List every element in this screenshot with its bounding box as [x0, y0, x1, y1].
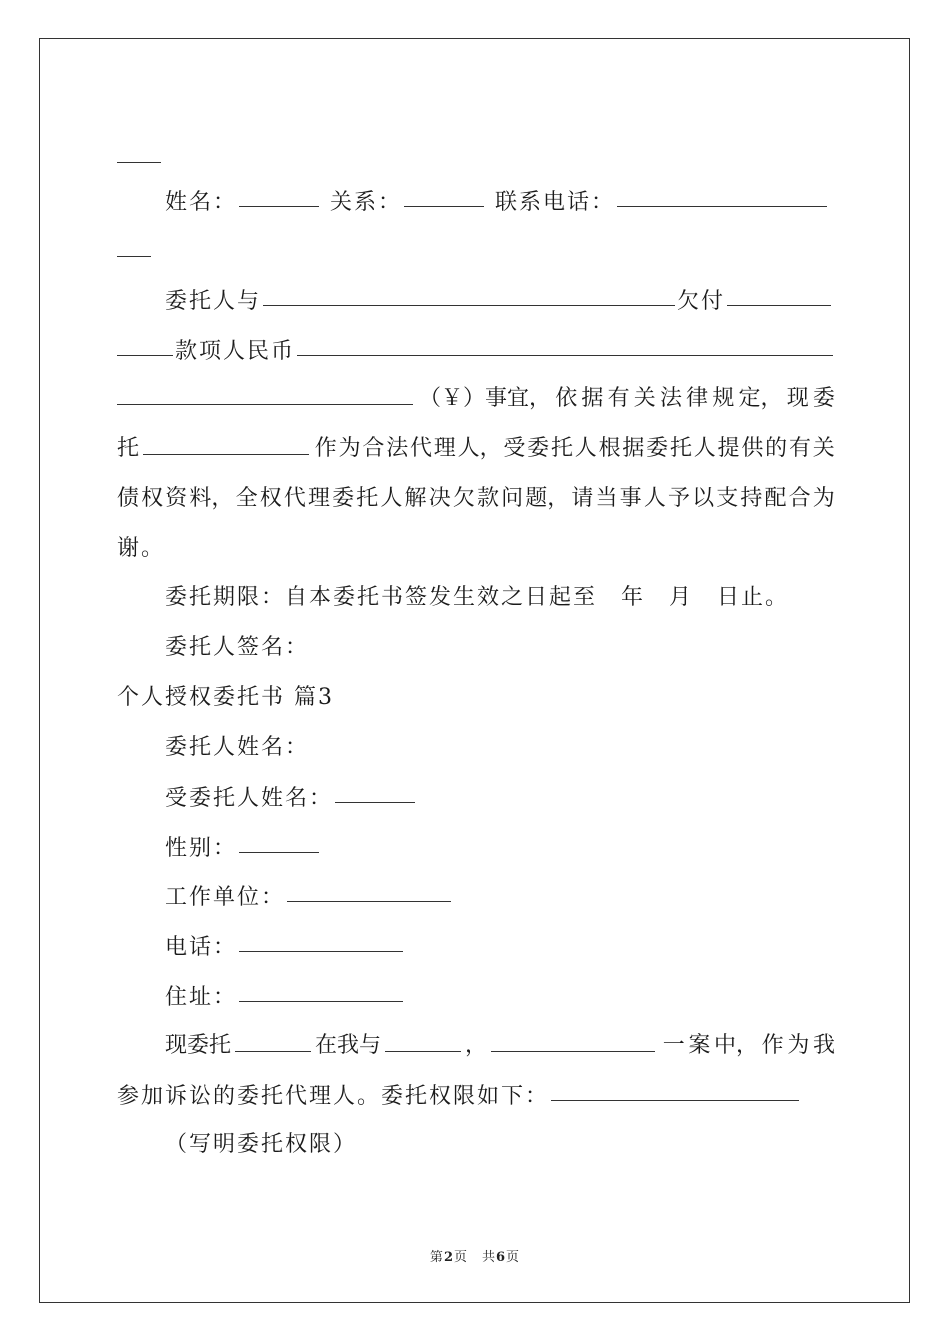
text-principal-with: 委托人与 [165, 289, 262, 314]
amount-blank [727, 283, 831, 306]
thanks-text: 谢。 [117, 536, 166, 561]
text-char: 为 [338, 436, 361, 461]
phone-blank [617, 184, 827, 207]
name-blank [239, 184, 319, 207]
line-phone-continued [117, 236, 151, 266]
text-now-entrust: 现委托 [165, 1033, 232, 1058]
text-char: 人 [380, 486, 403, 511]
phone-label: 联系电话： [495, 190, 616, 215]
relation-label: 关系： [330, 190, 403, 215]
line-trailing-blank [117, 142, 161, 172]
line-address [165, 981, 405, 1011]
footer-page-number: 2 [443, 1250, 454, 1265]
text-char: 委 [332, 486, 355, 511]
text-char: 理 [433, 436, 456, 461]
justified-line [165, 1031, 835, 1061]
agent-name-blank [335, 780, 415, 803]
text-char: 依 [555, 386, 578, 411]
text-char: 关 [633, 386, 656, 411]
text-char: 决 [428, 486, 451, 511]
footer-mid: 页 共 [453, 1250, 496, 1265]
text-char: 规 [712, 386, 735, 411]
text-char: 人 [643, 486, 666, 511]
employer-blank [287, 879, 451, 902]
text-char: 以 [692, 486, 715, 511]
gender-label: 性别： [165, 836, 238, 861]
text-comma: ， [465, 1033, 488, 1058]
text-char: 律 [686, 386, 709, 411]
text-char: 人， [457, 436, 502, 461]
text-char: 问 [501, 486, 524, 511]
text-char: 为 [812, 486, 835, 511]
text-char: 为 [787, 1033, 810, 1058]
text-char: 作 [761, 1033, 784, 1058]
text-char: 事 [619, 486, 642, 511]
page-border [39, 38, 910, 1303]
text-char: 法 [659, 386, 682, 411]
text-char: 委 [646, 436, 669, 461]
agent-name-label: 受委托人姓名： [165, 786, 334, 811]
line-debt-materials [117, 484, 835, 514]
text-char: 委 [527, 436, 550, 461]
footer-suffix: 页 [506, 1250, 521, 1265]
line-thanks [117, 534, 165, 564]
principal-name-label: 委托人姓名： [165, 735, 310, 760]
amount-blank-continued [117, 333, 173, 356]
phone-blank-2 [239, 929, 403, 952]
text-char: 关 [812, 436, 835, 461]
text-char: 当 [595, 486, 618, 511]
text-char: 现 [786, 386, 809, 411]
text-char: 人 [693, 436, 716, 461]
name-label: 姓名： [165, 190, 238, 215]
text-char: 欠 [452, 486, 475, 511]
text-char: 托 [117, 436, 140, 461]
authority-blank [551, 1078, 799, 1101]
line-phone [165, 931, 405, 961]
text-char: 提 [717, 436, 740, 461]
text-char: 我 [812, 1033, 835, 1058]
line-contact-info [165, 186, 829, 216]
line-entrust [117, 434, 835, 464]
litigation-agent-text: 参加诉讼的委托代理人。委托权限如下： [117, 1084, 550, 1109]
rmb-amount-blank [297, 333, 833, 356]
case-name-blank [491, 1029, 655, 1052]
line-principal-signature [165, 633, 309, 663]
text-char: 中， [714, 1033, 759, 1058]
footer-prefix: 第 [429, 1250, 444, 1265]
address-blank [239, 979, 403, 1002]
text-char: 代 [409, 436, 432, 461]
text-char: 债 [117, 486, 140, 511]
text-rmb: 款项人民币 [175, 339, 296, 364]
footer-total-pages: 6 [496, 1250, 507, 1265]
gender-blank [239, 830, 319, 853]
page-footer [0, 1246, 950, 1265]
text-char: 受 [503, 436, 526, 461]
text-char: 根 [598, 436, 621, 461]
section-title-text: 个人授权委托书 篇3 [117, 685, 334, 710]
justified-line [117, 384, 835, 414]
text-char: 供 [741, 436, 764, 461]
line-gender [165, 832, 321, 862]
relation-blank [404, 184, 484, 207]
text-char: 据 [581, 386, 604, 411]
employer-label: 工作单位： [165, 885, 286, 910]
address-label: 住址： [165, 985, 238, 1010]
text-owes: 欠付 [677, 289, 726, 314]
line-employer [165, 881, 453, 911]
justified-line [117, 434, 835, 464]
text-char: 有 [788, 436, 811, 461]
line-debt-intro [165, 285, 831, 315]
text-char: 代 [283, 486, 306, 511]
text-char: 有 [607, 386, 630, 411]
line-principal-name [165, 733, 309, 763]
line-agent-name [165, 782, 417, 812]
blank-field [117, 140, 161, 163]
text-char: 人 [574, 436, 597, 461]
text-char: 托 [550, 436, 573, 461]
text-char: 法 [386, 436, 409, 461]
text-char: 权 [259, 486, 282, 511]
line-rmb [117, 335, 833, 365]
text-char: 合 [788, 486, 811, 511]
text-char: 请 [571, 486, 594, 511]
line-litigation-agent [117, 1080, 801, 1110]
text-char: 据 [622, 436, 645, 461]
line-term [165, 583, 789, 613]
opposing-party-blank [385, 1029, 461, 1052]
text-char: 的 [765, 436, 788, 461]
text-char: 理 [307, 486, 330, 511]
authority-note-text: （写明委托权限） [165, 1132, 358, 1157]
text-char: 委 [812, 386, 835, 411]
segment [165, 1031, 659, 1061]
text-char: 定， [738, 386, 783, 411]
segment [117, 434, 313, 464]
line-entrust-case [165, 1031, 835, 1061]
entrusted-person-blank [235, 1029, 311, 1052]
text-in-case-with: 在我与 [315, 1033, 382, 1058]
text-char: 托 [669, 436, 692, 461]
text-char: 款 [476, 486, 499, 511]
text-char: 作 [314, 436, 337, 461]
text-char: 料， [189, 486, 234, 511]
phone-blank-continued [117, 234, 151, 257]
text-char: 配 [764, 486, 787, 511]
text-char: 资 [165, 486, 188, 511]
debtor-blank [263, 283, 675, 306]
signature-label: 委托人签名： [165, 635, 310, 660]
term-text: 委托期限：自本委托书签发生效之日起至 年 月 日止。 [165, 585, 790, 610]
text-char: 题， [525, 486, 570, 511]
text-char: 权 [141, 486, 164, 511]
text-char: 持 [740, 486, 763, 511]
segment [117, 384, 551, 414]
text-char: 案 [688, 1033, 711, 1058]
phone-label-2: 电话： [165, 935, 238, 960]
text-char: （￥）事宜， [419, 386, 552, 411]
section-title [117, 683, 334, 713]
text-char: 解 [404, 486, 427, 511]
text-char: 合 [362, 436, 385, 461]
text-char: 予 [667, 486, 690, 511]
text-char: 托 [356, 486, 379, 511]
text-char: 支 [716, 486, 739, 511]
line-authority-note [165, 1130, 357, 1160]
agent-blank [143, 432, 309, 455]
rmb-amount-blank-continued [117, 382, 413, 405]
justified-line [117, 484, 835, 514]
text-char: 一 [662, 1033, 685, 1058]
text-char: 全 [235, 486, 258, 511]
line-matter [117, 384, 835, 414]
